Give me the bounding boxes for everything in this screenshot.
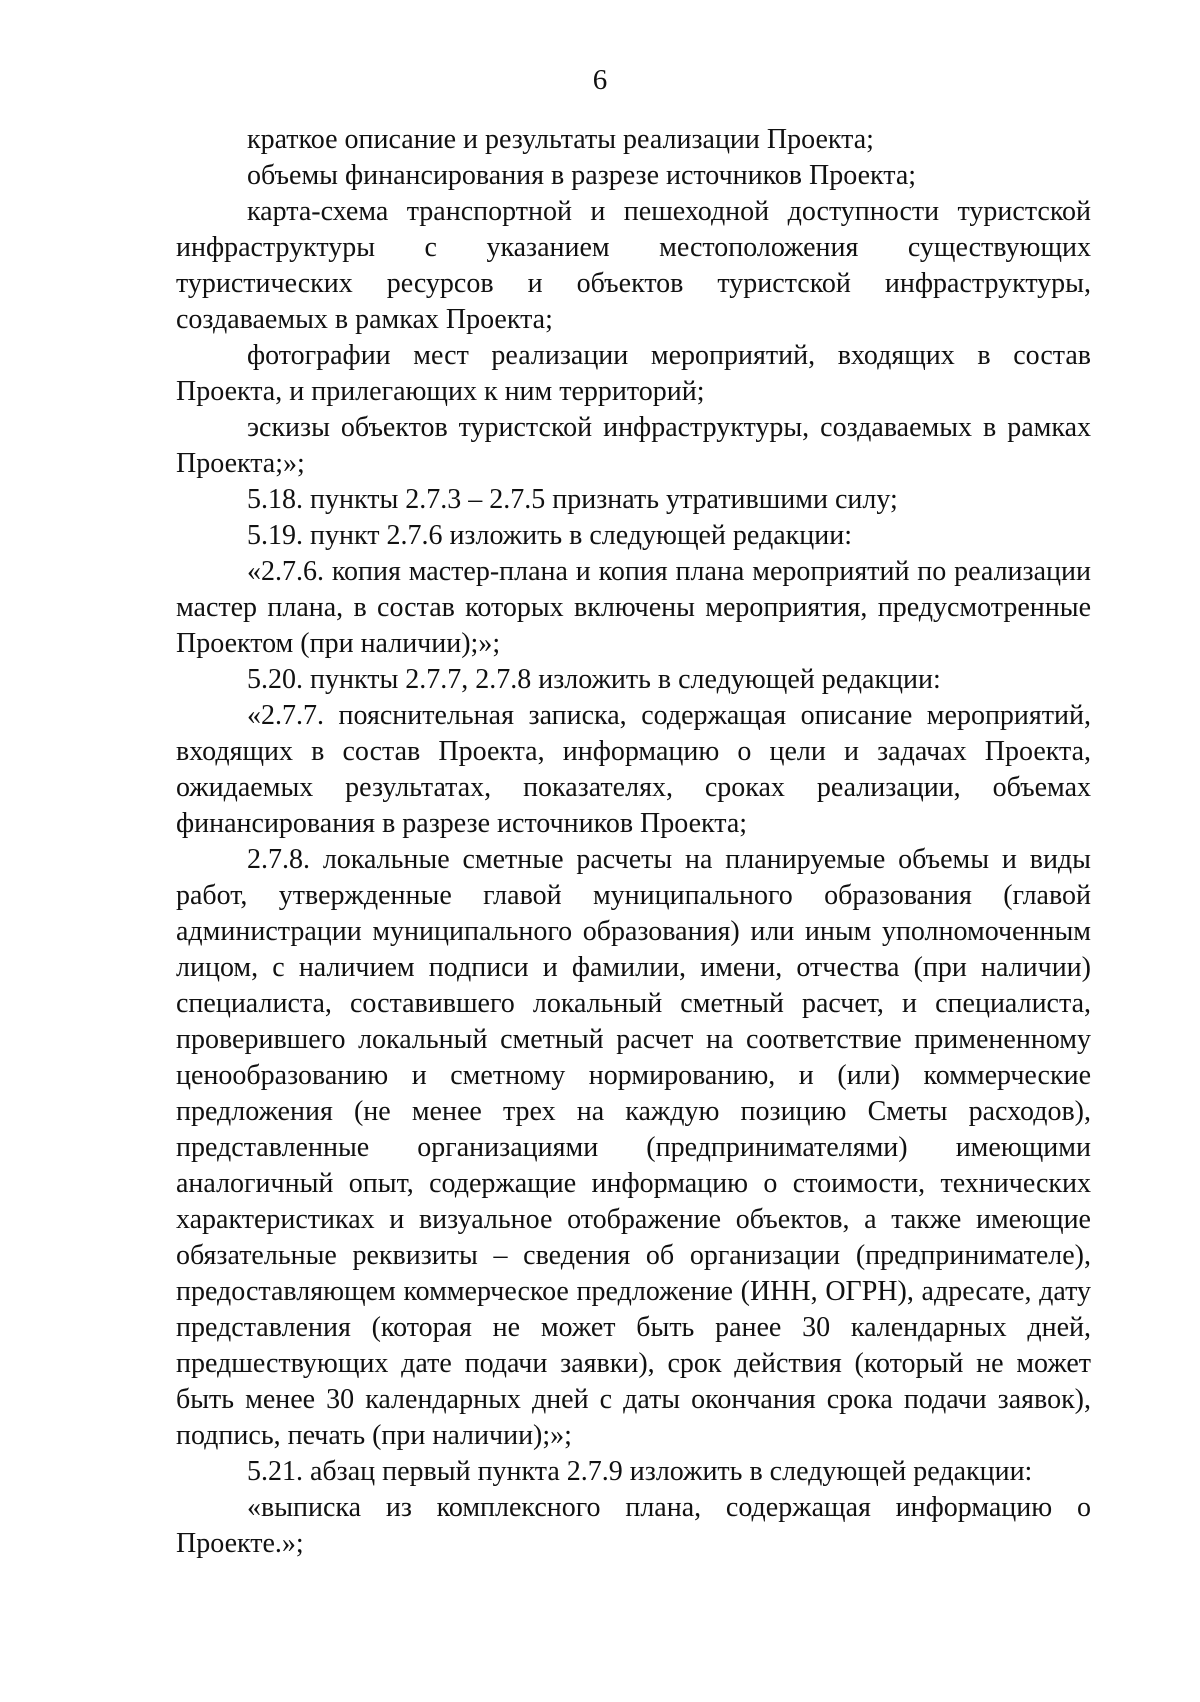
paragraph-extract: «выписка из комплексного плана, содержащая информацию о Проекте.»;: [176, 1492, 1091, 1559]
paragraph-item-5-20: 5.20. пункты 2.7.7, 2.7.8 изложить в следующей редакции:: [247, 664, 941, 695]
paragraph-funding-volumes: объемы финансирования в разрезе источников Проекта;: [247, 160, 917, 191]
paragraph-item-2-7-6: «2.7.6. копия мастер-плана и копия плана мероприятий по реализации мастер плана, в состав которых включены мероприятия, предусмотренные Проектом (при наличии);»;: [176, 556, 1091, 659]
paragraph-item-5-19: 5.19. пункт 2.7.6 изложить в следующей редакции:: [247, 520, 852, 551]
paragraph-map-scheme: карта-схема транспортной и пешеходной доступности туристской инфраструктуры с указанием местоположения существующих туристических ресурсов и объектов туристской инфраструктуры, создаваемых в рамках Проекта;: [176, 196, 1091, 335]
paragraph-short-description: краткое описание и результаты реализации Проекта;: [247, 124, 874, 155]
paragraph-item-2-7-8: 2.7.8. локальные сметные расчеты на планируемые объемы и виды работ, утвержденные главой муниципального образования (главой администрации муниципального образования) или иным уполномоченным лицом, с наличием подписи и фамилии, имени, отчества (при наличии) специалиста, составившего локальный сметный расчет, и специалиста, проверившего локальный сметный расчет на соответствие примененному ценообразованию и сметному нормированию, и (или) коммерческие предложения (не менее трех на каждую позицию Сметы расходов), представленные организациями (предпринимателями) имеющими аналогичный опыт, содержащие информацию о стоимости, технических характеристиках и визуальное отображение объектов, а также имеющие обязательные реквизиты – сведения об организации (предпринимателе), предоставляющем коммерческое предложение (ИНН, ОГРН), адресате, дату представления (которая не может быть ранее 30 календарных дней, предшествующих дате подачи заявки), срок действия (который не может быть менее 30 календарных дней с даты окончания срока подачи заявок), подпись, печать (при наличии);»;: [176, 844, 1091, 1451]
paragraph-sketches: эскизы объектов туристской инфраструктуры, создаваемых в рамках Проекта;»;: [176, 412, 1091, 479]
page-number: 6: [592, 64, 608, 96]
paragraph-item-5-21: 5.21. абзац первый пункта 2.7.9 изложить в следующей редакции:: [247, 1456, 1033, 1487]
paragraph-photographs: фотографии мест реализации мероприятий, входящих в состав Проекта, и прилегающих к ним территорий;: [176, 340, 1091, 407]
document-body: [176, 122, 1091, 1562]
paragraph-item-2-7-7: «2.7.7. пояснительная записка, содержащая описание мероприятий, входящих в состав Проекта, информацию о цели и задачах Проекта, ожидаемых результатах, показателях, сроках реализации, объемах финансирования в разрезе источников Проекта;: [176, 700, 1091, 839]
paragraph-item-5-18: 5.18. пункты 2.7.3 – 2.7.5 признать утратившими силу;: [247, 484, 898, 515]
